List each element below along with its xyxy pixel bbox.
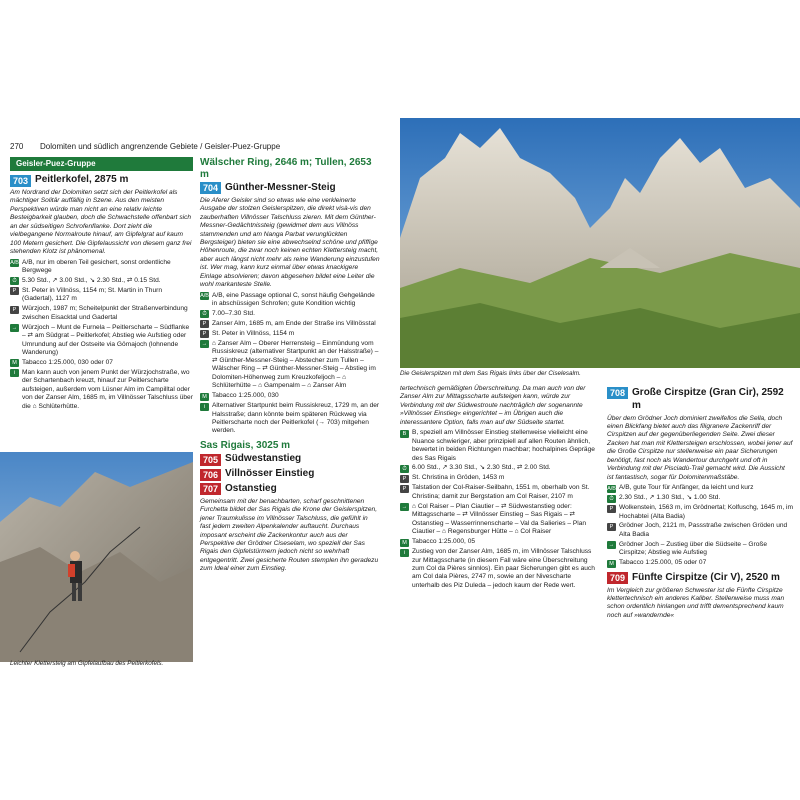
fact-text: A/B, gute Tour für Anfänger, da leicht und kurz bbox=[619, 484, 754, 492]
fact-row bbox=[10, 287, 193, 304]
route-706-number: 706 bbox=[200, 469, 221, 481]
fact-row bbox=[10, 369, 193, 411]
page-number: 270 bbox=[10, 142, 24, 151]
fact-row bbox=[400, 464, 598, 473]
route-arrow-icon: → bbox=[201, 341, 208, 348]
fact-text: Tabacco 1:25.000, 030 oder 07 bbox=[22, 358, 113, 366]
fact-text: 7.00–7.30 Std. bbox=[212, 309, 255, 317]
photo-geislerspitzen bbox=[400, 118, 800, 368]
parking-icon: P bbox=[400, 475, 409, 483]
photo-climber-peitlerkofel bbox=[0, 452, 193, 662]
column-4 bbox=[607, 385, 793, 622]
route-703-intro: Am Nordrand der Dolomiten setzt sich der Peitlerkofel als mächtiger Solitär auffällig in Szene. Aus den meisten Perspektiven würde man nicht an eine relativ leichte Besteigbarkeit glauben, doch die Schwachstelle offenbart sich an der südseitigen Schrofenflanke. Dort zieht die vielbegangene Normalroute hinauf, am Gipfelgrat auf kaum 100 Metern gesichert. Die Gipfelaussicht von diesem ganz frei stehenden Klotz ist phänomenal. bbox=[10, 189, 192, 256]
fact-text: ⌂ Col Raiser – Plan Ciautier – ⇄ Südwestanstieg oder: Mittagsscharte – ⇄ Villnösser Einstieg – Sas Rigais – ⇄ Ostanstieg – Wasserrinnenscharte – Val da Salieries – Plan Ciautier – ⌂ Regensburger Hütte – ⌂ Col Raiser bbox=[412, 502, 587, 536]
difficulty-icon: A/B bbox=[200, 293, 209, 300]
start-point-icon: P bbox=[607, 523, 616, 531]
fact-row bbox=[607, 541, 793, 558]
route-arrow-icon: → bbox=[11, 325, 18, 332]
route-707-name: Ostanstieg bbox=[225, 482, 277, 494]
fact-row bbox=[607, 484, 793, 493]
fact-row bbox=[200, 340, 380, 391]
cable-car-icon: P bbox=[400, 485, 409, 493]
fact-text: Würzjoch – Munt de Furnela – Peitlerscharte – Südflanke – ⇄ am Südgrat – Peitlerkofel; Abstieg wie Aufstieg oder Umrundung auf der Ostseite via Gömajoch (lohnende Wanderung) bbox=[22, 323, 190, 356]
fact-text: Tabacco 1:25.000, 05 bbox=[412, 538, 476, 546]
fact-row bbox=[607, 522, 793, 539]
route-707-number: 707 bbox=[200, 483, 221, 495]
fact-text: ⌂ Zanser Alm – Oberer Herrensteig – Einmündung vom Russiskreuz (alternativer Startpunkt an der Halsstraße) – ⇄ Günther-Messner-Steig – Abstecher zum Tullen – Wälscher Ring – ⇄ Günther-Messner-Steig – Abstieg im Dolomiten-Höhenweg zum Kreuzkofeljoch – ⌂ Schlüterhütte – ⌂ Gampenalm – ⌂ Zanser Alm bbox=[212, 339, 379, 390]
column-2 bbox=[200, 157, 380, 576]
map-icon: M bbox=[400, 539, 409, 547]
route-704-number: 704 bbox=[200, 182, 221, 194]
fact-row bbox=[10, 305, 193, 322]
clock-icon: ⏱ bbox=[10, 277, 19, 285]
fact-text: A/B, nur im oberen Teil gesichert, sonst ordentliche Bergwege bbox=[22, 258, 171, 274]
fact-text: Zustieg von der Zanser Alm, 1685 m, im Villnösser Talschluss zur Mittagsscharte (in diesem Fall wäre eine Überschreitung zum Col da Pières sinnlos). Ein paar Sicherungen gibt es auch am Col dala Pières, 2747 m, sowie an der Nivescharte unterhalb des Piz Duleda – jedoch kaum der Rede wert. bbox=[412, 548, 595, 589]
info-icon: i bbox=[10, 369, 19, 377]
route-705-name: Südwestanstieg bbox=[225, 453, 302, 465]
route-703-title bbox=[10, 174, 193, 187]
fact-row bbox=[607, 494, 793, 503]
route-705-facts bbox=[400, 429, 598, 590]
fact-row bbox=[200, 392, 380, 401]
fact-row bbox=[10, 324, 193, 358]
photo-caption-right: Die Geislerspitzen mit dem Sas Rigais links über der Ciselesalm. bbox=[400, 370, 581, 377]
fact-text: A/B, eine Passage optional C, sonst häufig Gehgelände in abschüssigen Schrofen; gute Kondition wichtig bbox=[212, 291, 375, 308]
route-709-title bbox=[607, 572, 793, 585]
fact-row bbox=[10, 359, 193, 368]
fact-row bbox=[200, 330, 380, 339]
route-704-facts bbox=[200, 292, 380, 436]
parking-icon: P bbox=[607, 505, 616, 513]
column-3 bbox=[400, 385, 598, 592]
fact-row bbox=[10, 259, 193, 276]
fact-row bbox=[10, 277, 193, 286]
route-708-name: Große Cirspitze (Gran Cir), 2592 m bbox=[632, 387, 784, 411]
fact-text: Grödner Joch, 2121 m, Passstraße zwischen Gröden und Alta Badia bbox=[619, 522, 788, 538]
route-708-title bbox=[607, 387, 793, 413]
map-icon: M bbox=[10, 359, 19, 367]
fact-text: Talstation der Col-Raiser-Seilbahn, 1551 m, oberhalb von St. Christina; damit zur Bergstation am Col Raiser, 2107 m bbox=[412, 484, 590, 500]
map-icon: M bbox=[200, 393, 209, 401]
fact-text: St. Christina in Gröden, 1453 m bbox=[412, 474, 505, 482]
clock-icon: ⏱ bbox=[200, 310, 209, 318]
fact-row bbox=[607, 559, 793, 568]
info-icon: i bbox=[400, 549, 409, 557]
route-708-intro: Über dem Grödner Joch dominiert zweifellos die Sella, doch einen Blickfang bietet auch das filigranere Zackenriff der Cirspitzen auf der gegenüberliegenden Seite. Zwei dieser Zacken hat man mit Klettersteigen erschlossen, wobei jener auf die Große Cirspitze nur stellenweise ein paar Sicherungen benötigt, fast noch als Wandertour durchgeht und oft in Verbindung mit der Pisciadù-Trail gemacht wird. Die Aussicht ist fantastisch, sogar für Dolomitenmaßstäbe. bbox=[607, 414, 793, 481]
route-arrow-icon: → bbox=[608, 542, 615, 549]
fact-row bbox=[200, 320, 380, 329]
fact-row bbox=[607, 504, 793, 521]
fact-text: 2.30 Std., ↗ 1.30 Std., ↘ 1.00 Std. bbox=[619, 494, 721, 502]
fact-text: Tabacco 1:25.000, 05 oder 07 bbox=[619, 559, 707, 567]
fact-text: St. Peter in Villnöss, 1154 m bbox=[212, 329, 295, 337]
running-header: Dolomiten und südlich angrenzende Gebiete / Geisler-Puez-Gruppe bbox=[40, 142, 281, 151]
group-heading-waelscher-ring: Wälscher Ring, 2646 m; Tullen, 2653 m bbox=[200, 157, 372, 180]
route-704-name: Günther-Messner-Steig bbox=[225, 182, 336, 193]
start-point-icon: P bbox=[10, 306, 19, 314]
parking-icon: P bbox=[200, 320, 209, 328]
fact-row bbox=[400, 429, 598, 463]
fact-text: Würzjoch, 1987 m; Scheitelpunkt der Straßenverbindung zwischen Eisacktal und Gadertal bbox=[22, 305, 188, 321]
route-705-title bbox=[200, 453, 380, 466]
route-703-name: Peitlerkofel, 2875 m bbox=[35, 174, 129, 186]
route-704-intro: Die Aferer Geisler sind so etwas wie eine verkleinerte Ausgabe der stolzen Geislerspitzen, die direkt visà-vis den zauberhaften Villnösser Talschluss zieren. Mit dem Günther-Messner-Gedächtnissteig (gewidmet dem aus Villnöss stammenden und am Nanga Parbat verunglückten Bergsteiger) bieten sie eine abwechselnd schöne und pfiffige Höhenroute, die zwar noch keinen echten Klettersteig macht, aber auch längst nicht mehr als reine Wanderung einzustufen ist. Wer mag, kann kurz einmal über etwas knackigere Einlage absolvieren; davon abgesehen bildet eine Leiter die wohl markanteste Stelle. bbox=[200, 196, 380, 289]
fact-text: St. Peter in Villnöss, 1154 m; St. Martin in Thurn (Gadertal), 1127 m bbox=[22, 286, 162, 303]
info-icon: i bbox=[200, 403, 209, 411]
photo-caption-left: Leichter Klettersteig am Gipfelaufbau des Peitlerkofels. bbox=[10, 660, 164, 667]
route-705-continued: tertechnisch gemäßigten Überschreitung. Da man auch von der Zanser Alm zur Mittagsscharte aufsteigen kann, würde zur Verbindung mit der Südwestroute nachträglich der sogenannte »Villnösser Einstieg« eingerichtet – im Übrigen auch die interessantere Option, falls man auf der Südseite startet. bbox=[400, 385, 586, 426]
fact-text: Alternativer Startpunkt beim Russiskreuz, 1729 m, an der Halsstraße; dann könnte beim späteren Rückweg via Peitlerscharte noch der Peitlerkofel (→ 703) mitgehen werden. bbox=[212, 402, 380, 435]
route-707-title bbox=[200, 483, 380, 496]
fact-text: Wolkenstein, 1563 m, im Grödnertal; Kolfuschg, 1645 m, im Hochabtei (Alta Badia) bbox=[619, 504, 793, 520]
fact-row bbox=[200, 402, 380, 436]
fact-text: B, speziell am Villnösser Einstieg stellenweise vielleicht eine Nuance schwieriger, aber prinzipiell auf allen Routen ähnlich, bewertet in beiden Richtungen machbar; hochalpines Gepräge des Sas Rigais bbox=[412, 429, 595, 462]
route-arrow-icon: → bbox=[401, 504, 408, 511]
fact-text: 6.00 Std., ↗ 3.30 Std., ↘ 2.30 Std., ⇄ 2.00 Std. bbox=[412, 464, 551, 472]
fact-text: 5.30 Std., ↗ 3.00 Std., ↘ 2.30 Std., ⇄ 0.15 Std. bbox=[22, 276, 161, 284]
fact-text: Grödner Joch – Zustieg über die Südseite – Große Cirspitze; Abstieg wie Aufstieg bbox=[619, 540, 768, 557]
route-708-number: 708 bbox=[607, 387, 628, 399]
clock-icon: ⏱ bbox=[607, 495, 616, 503]
fact-text: Man kann auch von jenem Punkt der Würzjochstraße, wo der Schartenbach kreuzt, hinauf zur Peitlerscharte aufsteigen, außerdem vom Lüsner Alm im Campilltal oder von der Zanser Alm, 1685 m, im Villnösser Talschluss über die ⌂ Schlüterhütte. bbox=[22, 368, 193, 410]
route-705-number: 705 bbox=[200, 454, 221, 466]
route-708-facts bbox=[607, 484, 793, 568]
route-703-number: 703 bbox=[10, 175, 31, 187]
difficulty-icon: B bbox=[400, 430, 409, 438]
fact-row bbox=[400, 503, 598, 537]
column-1 bbox=[10, 157, 193, 413]
fact-text: Zanser Alm, 1685 m, am Ende der Straße ins Villnösstal bbox=[212, 319, 376, 327]
route-709-number: 709 bbox=[607, 572, 628, 584]
fact-row bbox=[400, 548, 598, 590]
route-703-facts bbox=[10, 259, 193, 412]
route-705-intro: Gemeinsam mit der benachbarten, scharf geschnittenen Furchetta bildet der Sas Rigais die Krone der Geislerspitzen, jener Traumkulisse im Villnösser Talschluss, die gefühlt in fast jedem zweiten Alpenkalender auftaucht. Durchaus imposant erscheint die Zackenkontur auch aus der Perspektive der Grödner Ciseselam, wo speziell der Sas Rigais den Gipfelstürmern jedoch nicht so wehrhaft entgegentritt. Zwei gesicherte Routen stemplen ihn geradezu zum Ideal einer zum Einstieg. bbox=[200, 497, 379, 573]
route-704-title bbox=[200, 182, 380, 195]
fact-row bbox=[200, 310, 380, 319]
route-709-name: Fünfte Cirspitze (Cir V), 2520 m bbox=[632, 571, 780, 583]
start-point-icon: P bbox=[200, 330, 209, 338]
route-706-title bbox=[200, 468, 380, 481]
clock-icon: ⏱ bbox=[400, 465, 409, 473]
map-icon: M bbox=[607, 560, 616, 568]
fact-text: Tabacco 1:25.000, 030 bbox=[212, 392, 279, 400]
difficulty-icon: A/B bbox=[10, 260, 19, 267]
route-706-name: Villnösser Einstieg bbox=[225, 468, 315, 480]
group-heading-sas-rigais: Sas Rigais, 3025 m bbox=[200, 439, 291, 451]
fact-row bbox=[400, 484, 598, 501]
fact-row bbox=[400, 538, 598, 547]
route-709-intro: Im Vergleich zur größeren Schwester ist die Fünfte Cirspitze klettertechnisch ein anderes Kaliber. Stellenweise muss man schon ordentlich hinlangen und trifft dementsprechend kaum noch auf »wandernde« bbox=[607, 586, 785, 619]
difficulty-icon: A/B bbox=[607, 485, 616, 492]
fact-row bbox=[200, 292, 380, 309]
section-header: Geisler-Puez-Gruppe bbox=[10, 157, 193, 171]
fact-row bbox=[400, 474, 598, 483]
parking-icon: P bbox=[10, 287, 19, 295]
